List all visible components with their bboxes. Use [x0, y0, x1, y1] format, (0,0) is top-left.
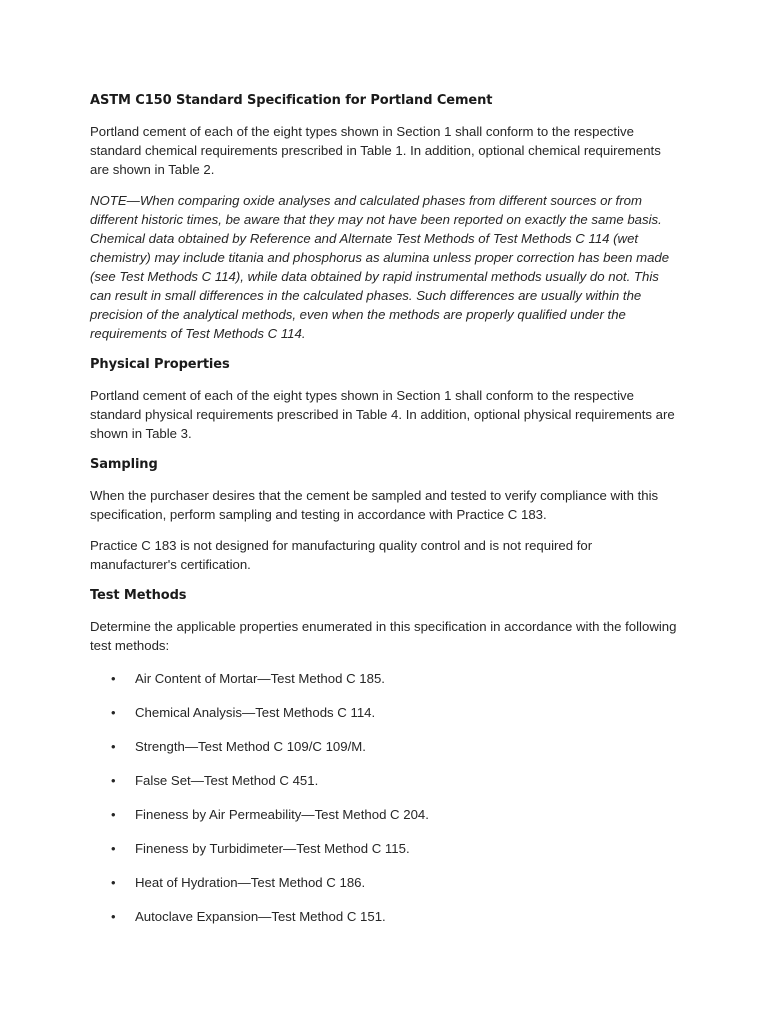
bullet-icon: • [111, 841, 116, 856]
physical-properties-paragraph: Portland cement of each of the eight types shown in Section 1 shall conform to the respective standard physical requirements prescribed in Table 4. In addition, optional physical requirements are shown in Table 3. [90, 388, 675, 441]
list-item [90, 737, 680, 756]
list-item-text: Strength—Test Method C 109/C 109/M. [135, 739, 366, 754]
list-item-text: Autoclave Expansion—Test Method C 151. [135, 909, 386, 924]
list-item [90, 907, 680, 926]
list-item [90, 805, 680, 824]
list-item [90, 771, 680, 790]
note-paragraph: NOTE—When comparing oxide analyses and calculated phases from different sources or from different historic times, be aware that they may not have been reported on exactly the same basis. Chemical data obtained by Reference and Alternate Test Methods of Test Methods C 114 (wet chemistry) may include titania and phosphorus as alumina unless proper correction has been made (see Test Methods C 114), while data obtained by rapid instrumental methods usually do not. This can result in small differences in the calculated phases. Such differences are usually within the precision of the analytical methods, even when the methods are properly qualified under the requirements of Test Methods C 114. [90, 193, 670, 341]
bullet-icon: • [111, 875, 116, 890]
list-item [90, 873, 680, 892]
bullet-icon: • [111, 909, 116, 924]
test-methods-heading: Test Methods [90, 588, 187, 603]
list-item-text: Fineness by Turbidimeter—Test Method C 115. [135, 841, 410, 856]
bullet-icon: • [111, 807, 116, 822]
physical-properties-heading: Physical Properties [90, 357, 230, 372]
sampling-paragraph-1: When the purchaser desires that the cement be sampled and tested to verify compliance with this specification, perform sampling and testing in accordance with Practice C 183. [90, 488, 659, 522]
test-methods-list [90, 669, 680, 926]
list-item [90, 839, 680, 858]
sampling-paragraph-2: Practice C 183 is not designed for manufacturing quality control and is not required for manufacturer's certification. [90, 538, 593, 572]
sampling-heading: Sampling [90, 457, 158, 472]
list-item-text: Chemical Analysis—Test Methods C 114. [135, 705, 376, 720]
list-item-text: Heat of Hydration—Test Method C 186. [135, 875, 366, 890]
test-methods-paragraph: Determine the applicable properties enumerated in this specification in accordance with the following test methods: [90, 619, 677, 653]
bullet-icon: • [111, 705, 116, 720]
list-item-text: False Set—Test Method C 451. [135, 773, 319, 788]
bullet-icon: • [111, 671, 116, 686]
list-item-text: Fineness by Air Permeability—Test Method C 204. [135, 807, 429, 822]
list-item [90, 703, 680, 722]
bullet-icon: • [111, 739, 116, 754]
list-item-text: Air Content of Mortar—Test Method C 185. [135, 671, 385, 686]
document-title: ASTM C150 Standard Specification for Portland Cement [90, 93, 493, 108]
document-page [90, 91, 680, 941]
list-item [90, 669, 680, 688]
bullet-icon: • [111, 773, 116, 788]
intro-paragraph: Portland cement of each of the eight types shown in Section 1 shall conform to the respective standard chemical requirements prescribed in Table 1. In addition, optional chemical requirements are shown in Table 2. [90, 124, 661, 177]
